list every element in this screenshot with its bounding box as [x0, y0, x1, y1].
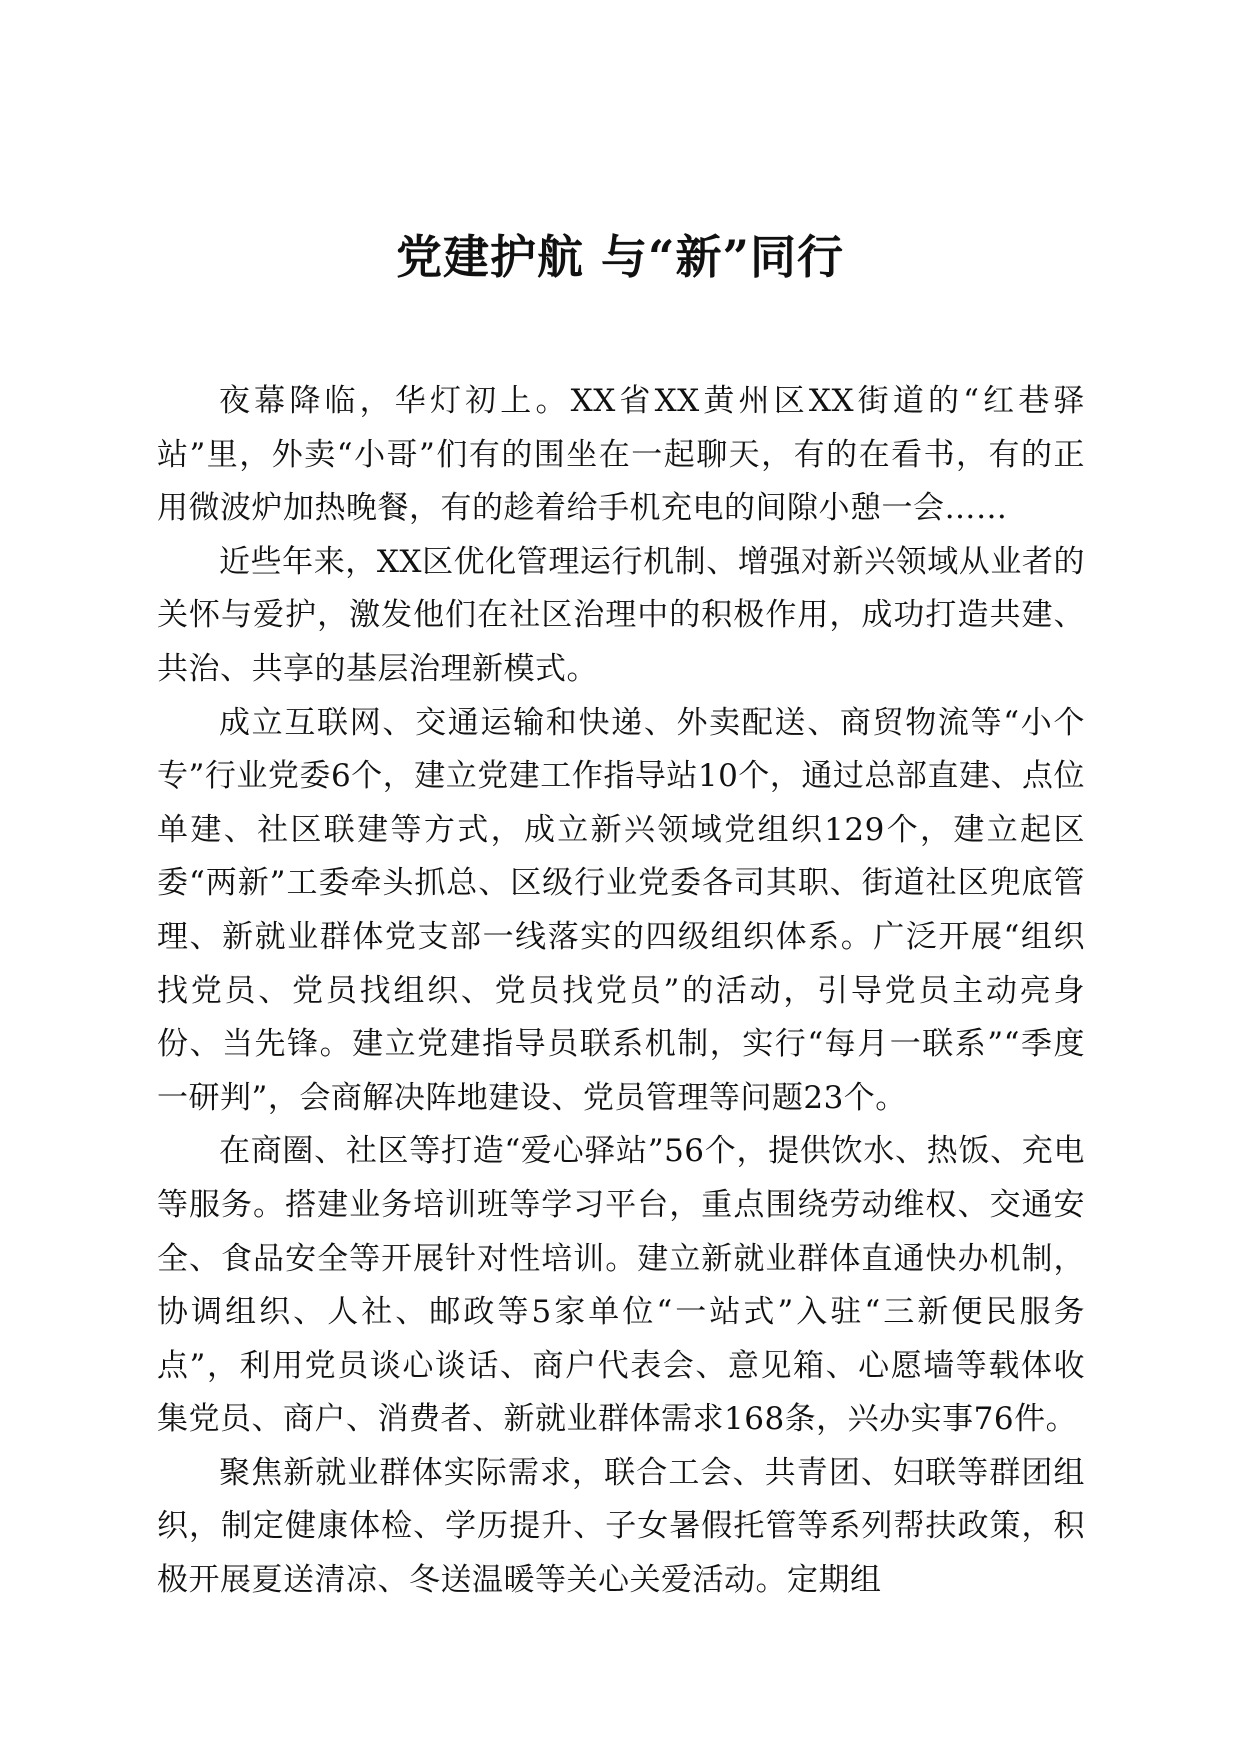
paragraph-support: 聚焦新就业群体实际需求，联合工会、共青团、妇联等群团组织，制定健康体检、学历提升、子女暑假托管等系列帮扶政策，积极开展夏送清凉、冬送温暖等关心关爱活动。定期组	[157, 1454, 1085, 1599]
paragraph-organization: 成立互联网、交通运输和快递、外卖配送、商贸物流等“小个专”行业党委6个，建立党建工作指导站10个，通过总部直建、点位单建、社区联建等方式，成立新兴领域党组织129个，建立起区委“两新”工委牵头抓总、区级行业党委各司其职、街道社区兜底管理、新就业群体党支部一线落实的四级组织体系。广泛开展“组织找党员、党员找组织、党员找党员”的活动，引导党员主动亮身份、当先锋。建立党建指导员联系机制，实行“每月一联系”“季度一研判”，会商解决阵地建设、党员管理等问题23个。	[157, 704, 1085, 1116]
paragraph-overview: 近些年来，XX区优化管理运行机制、增强对新兴领域从业者的关怀与爱护，激发他们在社区治理中的积极作用，成功打造共建、共治、共享的基层治理新模式。	[157, 543, 1085, 687]
paragraph-intro: 夜幕降临，华灯初上。XX省XX黄州区XX街道的“红巷驿站”里，外卖“小哥”们有的围坐在一起聊天，有的在看书，有的正用微波炉加热晚餐，有的趁着给手机充电的间隙小憩一会……	[157, 383, 1085, 527]
document-title: 党建护航 与“新”同行	[396, 230, 844, 284]
paragraph-services: 在商圈、社区等打造“爱心驿站”56个，提供饮水、热饭、充电等服务。搭建业务培训班等学习平台，重点围绕劳动维权、交通安全、食品安全等开展针对性培训。建立新就业群体直通快办机制，协调组织、人社、邮政等5家单位“一站式”入驻“三新便民服务点”，利用党员谈心谈话、商户代表会、意见箱、心愿墙等载体收集党员、商户、消费者、新就业群体需求168条，兴办实事76件。	[157, 1133, 1085, 1438]
document-body	[157, 375, 1085, 1608]
